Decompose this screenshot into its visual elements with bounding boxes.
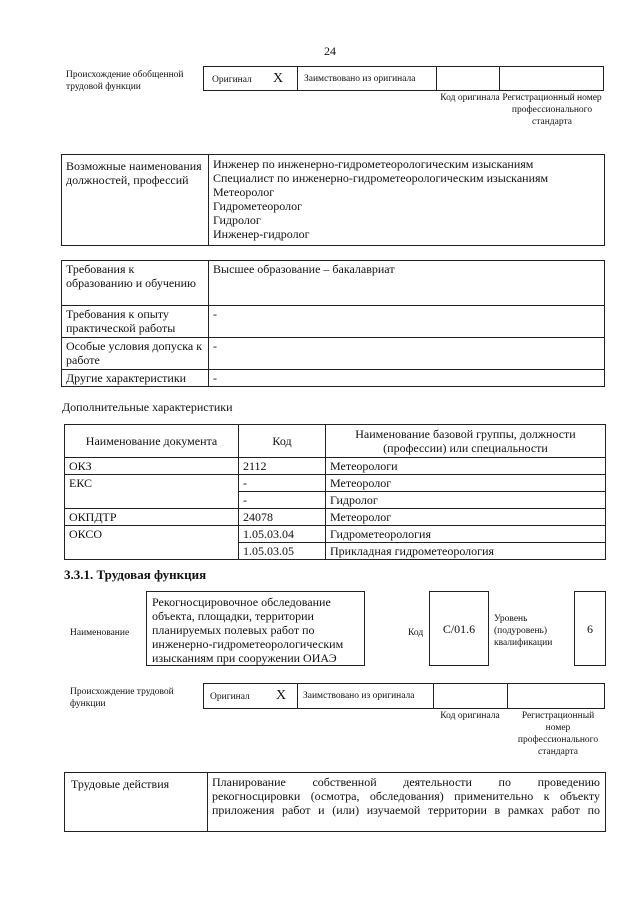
function-level-label: Уровень (подуровень) квалификации	[494, 614, 553, 648]
requirement-row	[62, 306, 605, 338]
table-row	[65, 509, 606, 526]
code-cell: 2112	[239, 458, 326, 475]
actions-divider	[207, 772, 208, 832]
additional-header-row	[65, 425, 606, 458]
positions-divider	[208, 154, 209, 246]
requirement-row	[62, 370, 605, 387]
function-level-box: 6	[574, 591, 606, 666]
origin2-label: Происхождение трудовой функции	[70, 687, 174, 709]
code-cell: 1.05.03.05	[239, 543, 326, 560]
origin2-code-caption: Код оригинала	[440, 711, 500, 721]
requirement-row	[62, 261, 605, 306]
positions-label: Возможные наименования должностей, профессий	[66, 159, 202, 187]
page-number: 24	[324, 44, 336, 58]
code-cell: -	[239, 475, 326, 492]
additional-table	[64, 424, 606, 560]
origin-original-label: Оригинал	[212, 75, 252, 85]
function-name-label: Наименование	[70, 628, 130, 638]
name-cell: Метеоролог	[326, 475, 606, 492]
doc-cell: ОКЗ	[65, 458, 239, 475]
origin-original-cell	[203, 66, 298, 91]
header-code: Код	[239, 425, 326, 458]
positions-list	[213, 157, 548, 241]
origin2-reg-caption: Регистрационный номер профессионального стандарта	[517, 711, 599, 757]
requirement-value: -	[209, 370, 605, 387]
additional-title: Дополнительные характеристики	[62, 400, 233, 414]
requirement-label: Особые условия допуска к работе	[62, 338, 209, 370]
origin-borrowed-label: Заимствовано из оригинала	[304, 74, 416, 84]
function-code-box: C/01.6	[429, 591, 489, 666]
name-cell: Метеорологи	[326, 458, 606, 475]
code-cell: 1.05.03.04	[239, 526, 326, 543]
requirement-label: Требования к опыту практической работы	[62, 306, 209, 338]
origin-borrowed-cell	[297, 66, 437, 91]
origin2-original-cell	[203, 683, 298, 709]
requirement-label: Другие характеристики	[62, 370, 209, 387]
actions-line: рекогносцировки (осмотра, обследования) применительно к объекту	[212, 789, 600, 803]
requirement-label: Требования к образованию и обучению	[62, 261, 209, 306]
position-item: Инженер-гидролог	[213, 227, 310, 241]
name-cell: Гидролог	[326, 492, 606, 509]
position-item: Специалист по инженерно-гидрометеорологическим изысканиям	[213, 171, 549, 185]
actions-line: Планирование собственной деятельности по проведению	[212, 775, 600, 789]
position-item: Гидрометеоролог	[213, 199, 303, 213]
code-cell: -	[239, 492, 326, 509]
doc-cell: ОКПДТР	[65, 509, 239, 526]
positions-table	[61, 154, 605, 246]
origin-reg-cell	[499, 66, 604, 91]
function-name-box: Рекогносцировочное обследование объекта, площадки, территории планируемых полевых работ по инженерно-гидрометеорологическим изысканиям при сооружении ОИАЭ	[146, 591, 365, 666]
origin-code-cell	[436, 66, 500, 91]
code-cell: 24078	[239, 509, 326, 526]
origin2-original-label: Оригинал	[210, 692, 250, 702]
header-document: Наименование документа	[65, 425, 239, 458]
origin2-borrowed-cell	[297, 683, 434, 709]
origin-label: Происхождение обобщенной трудовой функции	[66, 70, 184, 92]
origin2-code-cell	[433, 683, 508, 709]
doc-cell: ОКСО	[65, 526, 239, 560]
name-cell: Метеоролог	[326, 509, 606, 526]
name-cell: Гидрометеорология	[326, 526, 606, 543]
origin2-reg-cell	[507, 683, 605, 709]
function-heading: 3.3.1. Трудовая функция	[64, 567, 207, 582]
requirement-row	[62, 338, 605, 370]
origin-original-mark: X	[273, 71, 284, 86]
actions-line: приложения работ и (или) изучаемой территории в рамках работ по	[212, 803, 600, 817]
table-row	[65, 526, 606, 543]
table-row	[65, 458, 606, 475]
requirement-value: -	[209, 306, 605, 338]
name-cell: Прикладная гидрометеорология	[326, 543, 606, 560]
origin2-original-mark: X	[276, 688, 287, 703]
position-item: Инженер по инженерно-гидрометеорологическим изысканиям	[213, 157, 534, 171]
header-name: Наименование базовой группы, должности (профессии) или специальности	[326, 425, 606, 458]
origin2-borrowed-label: Заимствовано из оригинала	[303, 691, 415, 701]
actions-label: Трудовые действия	[71, 777, 170, 791]
table-row	[65, 475, 606, 492]
requirement-value: -	[209, 338, 605, 370]
function-code-label: Код	[408, 628, 424, 638]
requirement-value: Высшее образование – бакалавриат	[209, 261, 605, 306]
origin-code-caption: Код оригинала	[440, 93, 500, 103]
position-item: Метеоролог	[213, 185, 275, 199]
doc-cell: ЕКС	[65, 475, 239, 509]
position-item: Гидролог	[213, 213, 261, 227]
requirements-table	[61, 260, 605, 387]
actions-table	[64, 772, 606, 832]
origin-reg-caption: Регистрационный номер профессионального стандарта	[502, 93, 602, 127]
